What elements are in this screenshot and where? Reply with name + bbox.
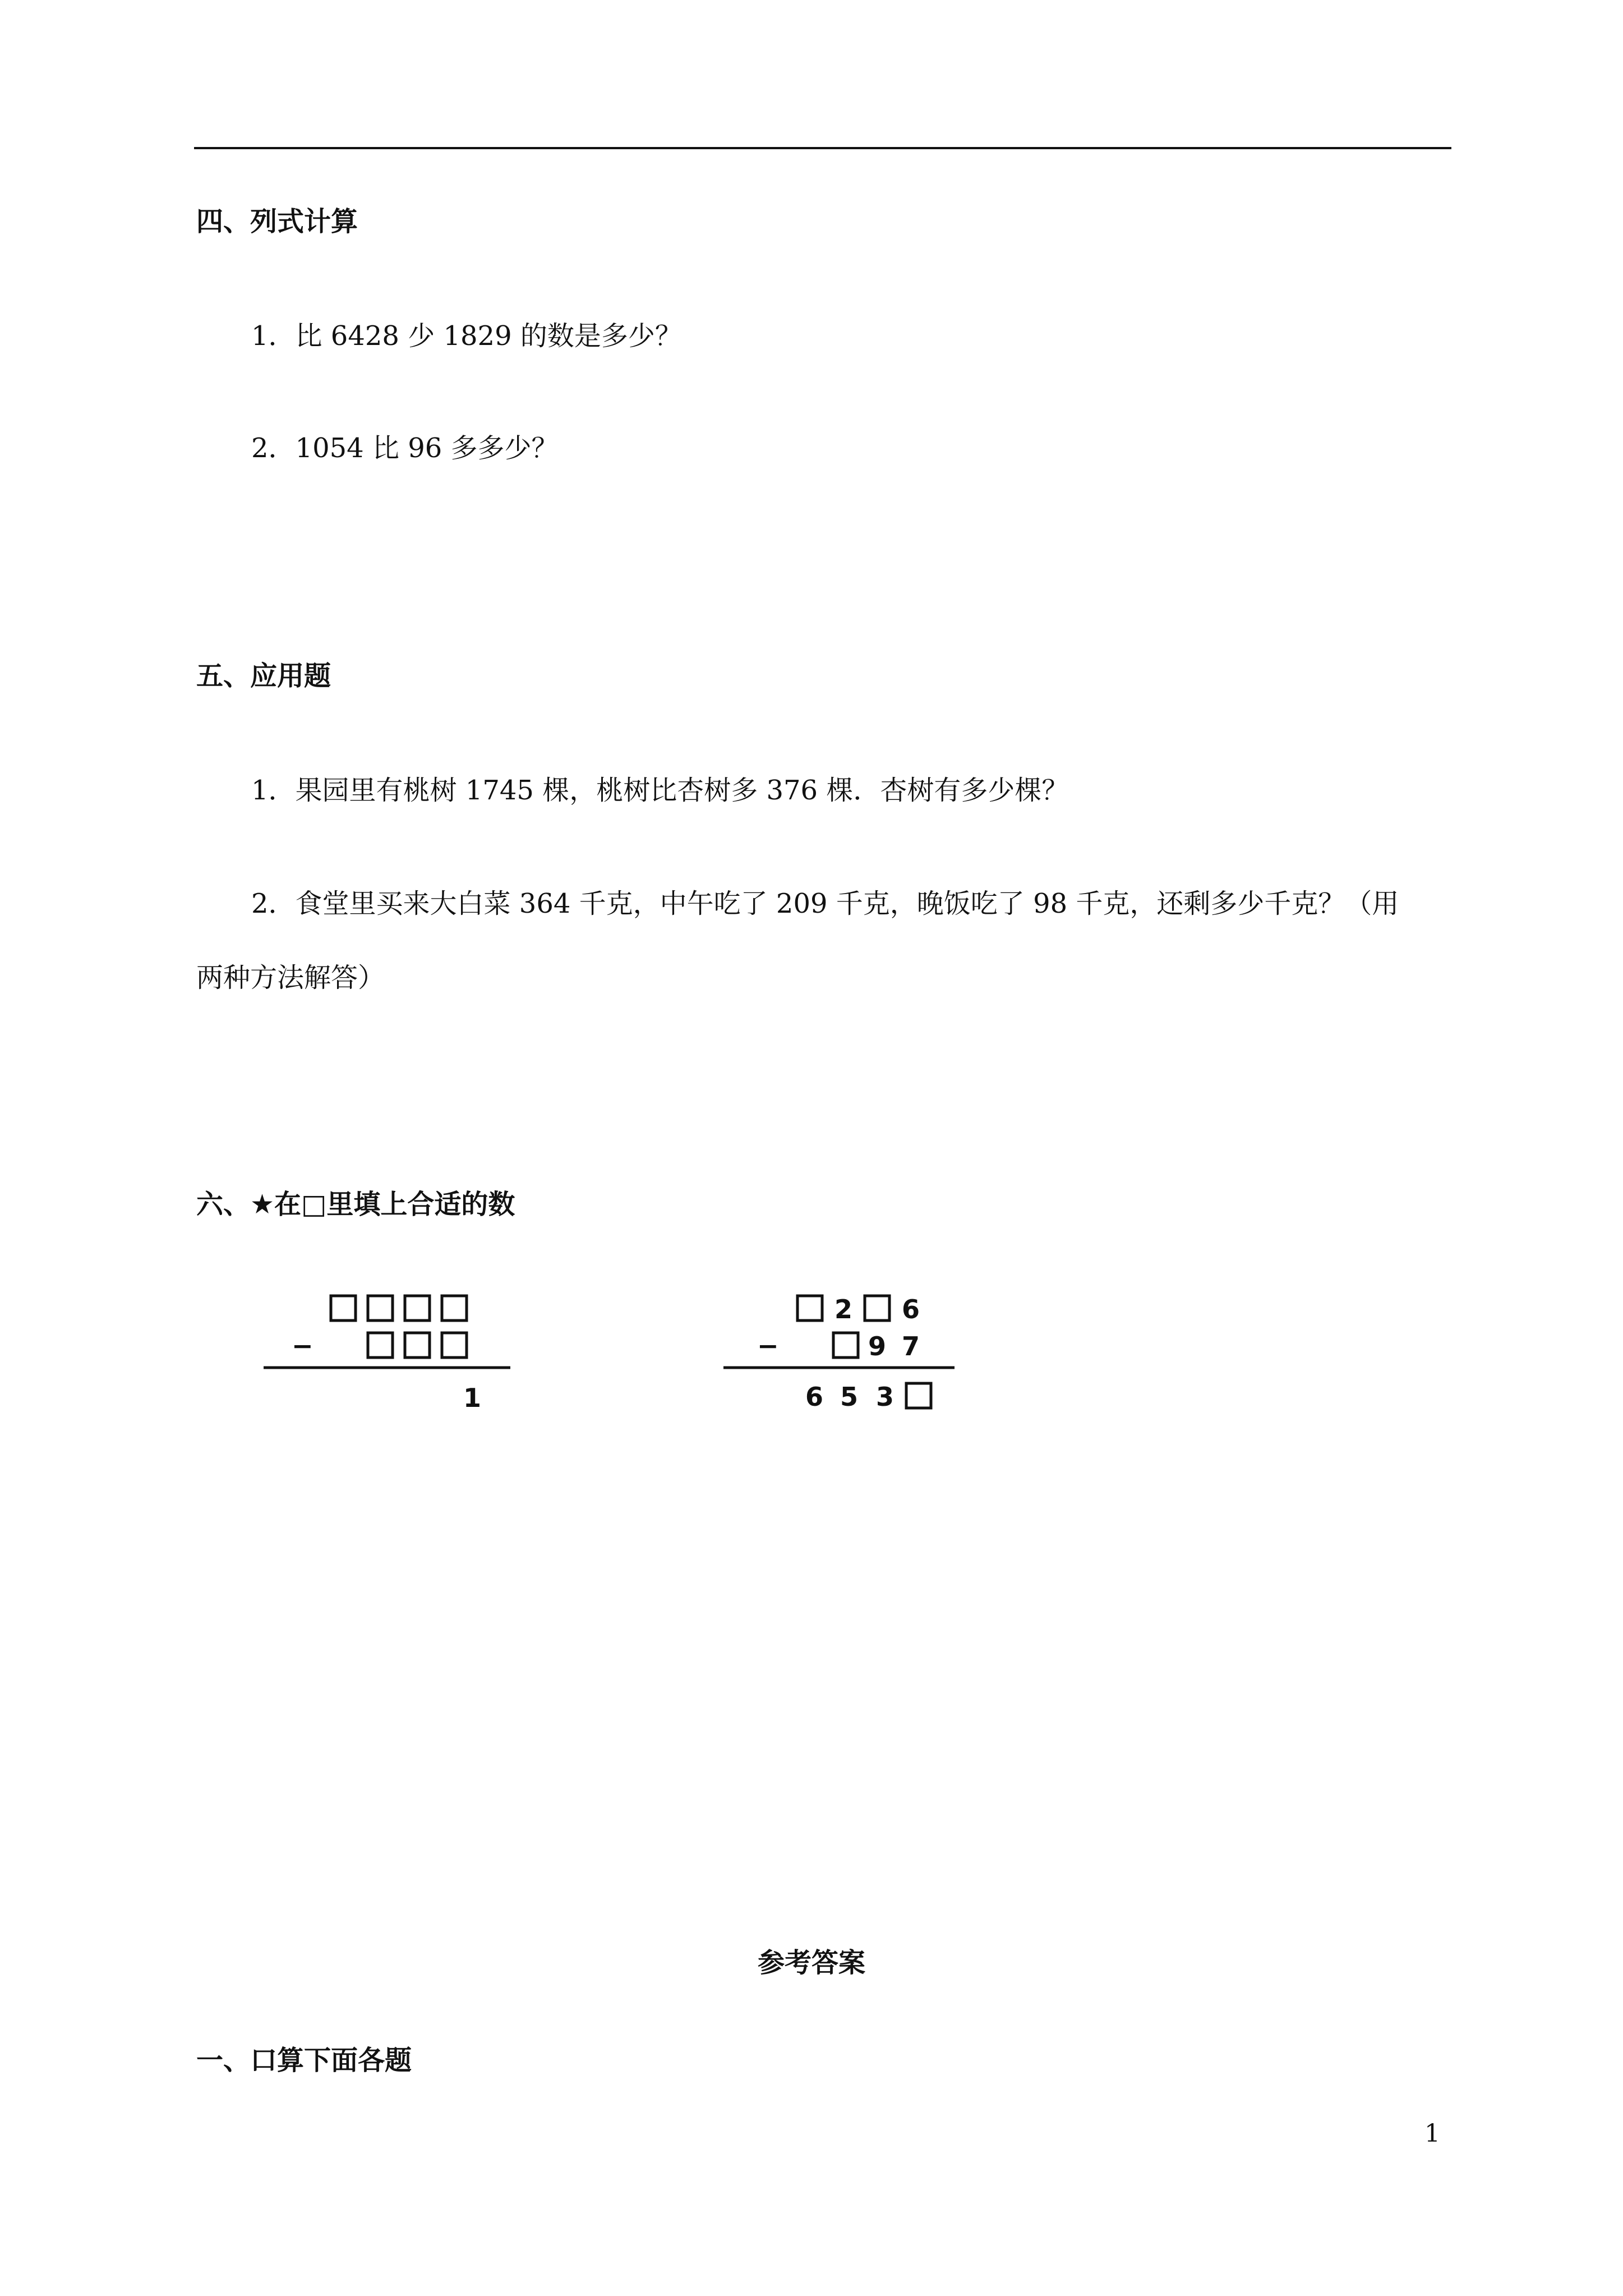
minus-sign: − (292, 1331, 313, 1361)
digit: 2 (834, 1294, 853, 1324)
page-number: 1 (1424, 2119, 1440, 2148)
section-six-title: 六、★在□里填上合适的数 (196, 1189, 515, 1220)
result-digit: 5 (840, 1382, 859, 1412)
section-five-item-1: 1．果园里有桃树 1745 棵，桃树比杏树多 376 棵．杏树有多少棵？ (251, 775, 1069, 806)
header-rule (194, 147, 1451, 149)
digit: 7 (902, 1331, 920, 1361)
blank-box[interactable] (405, 1333, 430, 1358)
minus-sign: − (757, 1331, 779, 1361)
blank-box[interactable] (331, 1296, 356, 1320)
blank-box[interactable] (865, 1296, 889, 1320)
answers-section-one-title: 一、口算下面各题 (196, 2045, 412, 2076)
digit: 6 (902, 1294, 920, 1324)
section-five-title: 五、应用题 (196, 660, 331, 692)
blank-box[interactable] (906, 1383, 931, 1408)
subtraction-puzzle-1 (264, 1285, 533, 1425)
blank-box[interactable] (833, 1333, 858, 1358)
section-four-item-1: 1．比 6428 少 1829 的数是多少？ (251, 320, 682, 352)
section-four-item-2: 2．1054 比 96 多多少？ (251, 432, 559, 464)
answers-title: 参考答案 (757, 1947, 865, 1978)
blank-box[interactable] (368, 1296, 393, 1320)
section-five-item-2: 2．食堂里买来大白菜 364 千克，中午吃了 209 千克，晚饭吃了 98 千克，还剩多少千克？（用 (251, 888, 1399, 919)
blank-box[interactable] (368, 1333, 393, 1358)
digit: 9 (868, 1331, 887, 1361)
result-digit: 3 (876, 1382, 895, 1412)
blank-box[interactable] (442, 1296, 467, 1320)
blank-box[interactable] (442, 1333, 467, 1358)
result-digit: 1 (463, 1383, 482, 1413)
section-four-title: 四、列式计算 (196, 206, 358, 237)
result-digit: 6 (805, 1382, 824, 1412)
subtraction-puzzle-2 (723, 1285, 993, 1425)
blank-box[interactable] (405, 1296, 430, 1320)
blank-box[interactable] (797, 1296, 822, 1320)
section-five-item-2-continued: 两种方法解答） (196, 962, 385, 993)
